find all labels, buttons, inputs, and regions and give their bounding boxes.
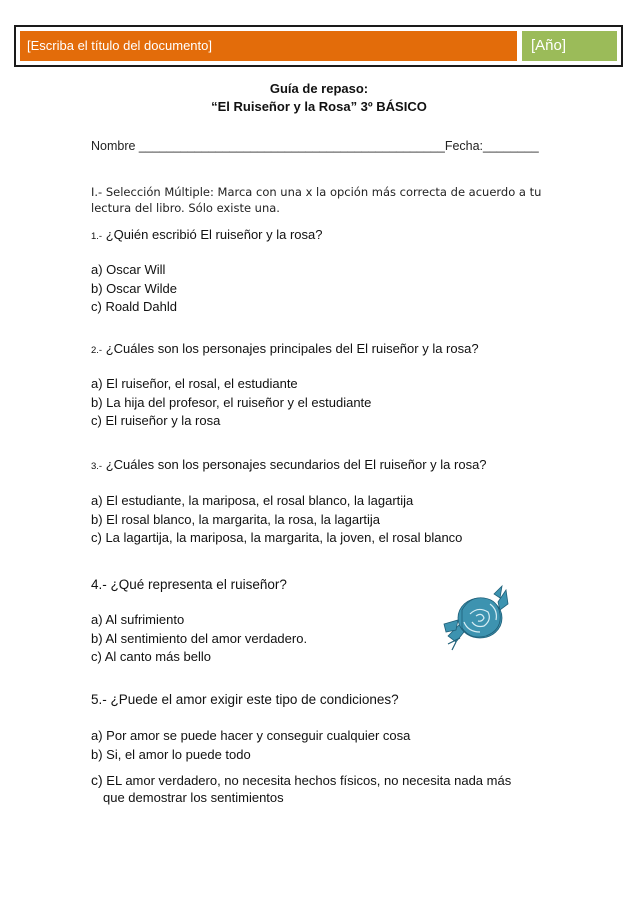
document-title-placeholder[interactable]: [Escriba el título del documento] bbox=[20, 31, 517, 61]
option-a[interactable]: a) Al sufrimiento bbox=[91, 612, 185, 627]
year-placeholder[interactable]: [Año] bbox=[522, 31, 617, 61]
question-5: 5.- ¿Puede el amor exigir este tipo de condiciones? bbox=[91, 692, 399, 707]
option-c-text: EL amor verdadero, no necesita hechos físicos, no necesita nada más bbox=[102, 773, 512, 788]
option-a[interactable]: a) Por amor se puede hacer y conseguir cualquier cosa bbox=[91, 728, 411, 743]
question-1-options bbox=[91, 261, 177, 317]
document-header bbox=[14, 25, 623, 67]
question-1-text: ¿Quién escribió El ruiseñor y la rosa? bbox=[105, 227, 323, 242]
option-a[interactable]: a) Oscar Will bbox=[91, 262, 166, 277]
option-c-continuation: que demostrar los sentimientos bbox=[103, 790, 284, 805]
option-b[interactable]: b) El rosal blanco, la margarita, la rosa, la lagartija bbox=[91, 511, 381, 527]
option-a[interactable]: a) El ruiseñor, el rosal, el estudiante bbox=[91, 376, 298, 391]
option-c[interactable]: c) La lagartija, la mariposa, la margarita, la joven, el rosal blanco bbox=[91, 530, 463, 545]
blue-rose-icon bbox=[440, 584, 512, 654]
option-c-letter: c) bbox=[91, 772, 103, 788]
guide-title-line1: Guía de repaso: bbox=[269, 81, 369, 96]
question-4-options bbox=[91, 611, 307, 667]
question-2-options bbox=[91, 375, 371, 431]
guide-title-line2: “El Ruiseñor y la Rosa” 3º BÁSICO bbox=[211, 99, 427, 114]
question-5-options bbox=[91, 727, 410, 764]
question-1-number: 1.- bbox=[91, 231, 103, 242]
option-b[interactable]: b) Oscar Wilde bbox=[91, 280, 177, 296]
question-4: 4.- ¿Qué representa el ruiseñor? bbox=[91, 577, 287, 592]
option-c[interactable]: c) El ruiseñor y la rosa bbox=[91, 413, 221, 428]
question-1 bbox=[91, 227, 322, 242]
question-3-number: 3.- bbox=[91, 461, 103, 472]
option-c[interactable]: c) Al canto más bello bbox=[91, 649, 211, 664]
option-a[interactable]: a) El estudiante, la mariposa, el rosal blanco, la lagartija bbox=[91, 493, 414, 508]
option-b[interactable]: b) Si, el amor lo puede todo bbox=[91, 746, 251, 762]
question-3-options bbox=[91, 492, 462, 548]
question-5-option-c[interactable] bbox=[91, 772, 546, 806]
option-b[interactable]: b) La hija del profesor, el ruiseñor y el estudiante bbox=[91, 394, 372, 410]
question-3-text: ¿Cuáles son los personajes secundarios del El ruiseñor y la rosa? bbox=[105, 457, 487, 472]
question-2-text: ¿Cuáles son los personajes principales del El ruiseñor y la rosa? bbox=[105, 341, 479, 356]
name-date-line: Nombre ____________________________________________Fecha:________ bbox=[91, 139, 539, 153]
option-c[interactable]: c) Roald Dahld bbox=[91, 299, 177, 314]
question-3 bbox=[91, 457, 487, 472]
option-b[interactable]: b) Al sentimiento del amor verdadero. bbox=[91, 630, 308, 646]
guide-title bbox=[0, 80, 638, 116]
question-2 bbox=[91, 341, 479, 356]
question-2-number: 2.- bbox=[91, 345, 103, 356]
section-instructions: I.- Selección Múltiple: Marca con una x la opción más correcta de acuerdo a tu lectura del libro. Sólo existe una. bbox=[91, 185, 542, 215]
